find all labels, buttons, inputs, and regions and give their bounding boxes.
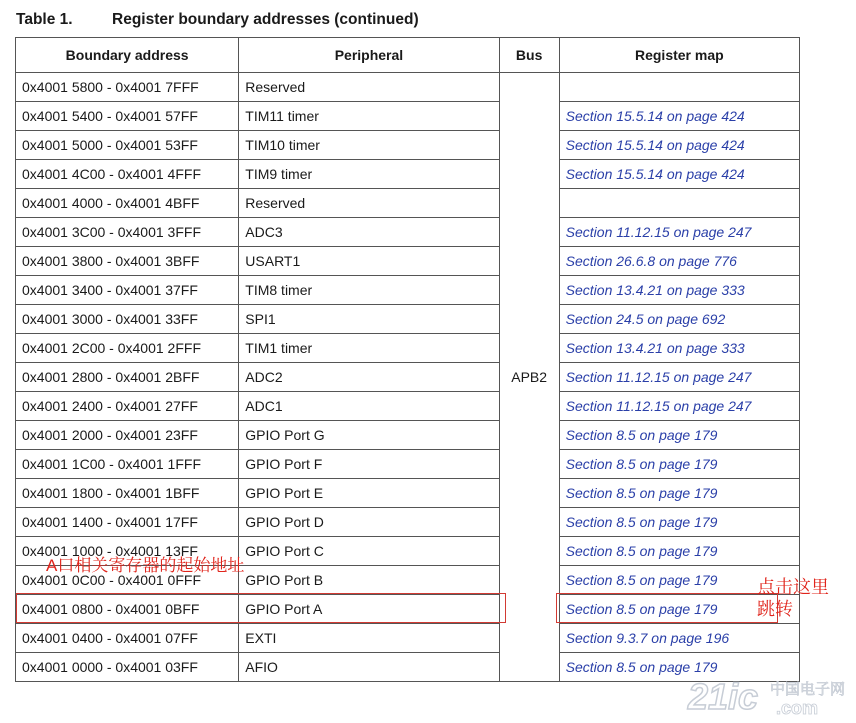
header-bus: Bus	[499, 38, 559, 73]
header-peripheral: Peripheral	[239, 38, 499, 73]
boundary-address-cell: 0x4001 3C00 - 0x4001 3FFF	[16, 218, 239, 247]
boundary-address-cell: 0x4001 4000 - 0x4001 4BFF	[16, 189, 239, 218]
register-map-link[interactable]: Section 13.4.21 on page 333	[559, 334, 799, 363]
watermark-logo-icon	[684, 672, 854, 718]
boundary-address-cell: 0x4001 5800 - 0x4001 7FFF	[16, 73, 239, 102]
header-boundary-address: Boundary address	[16, 38, 239, 73]
watermark-brand: 21ic	[688, 676, 759, 717]
table-row	[16, 392, 800, 421]
table-row	[16, 102, 800, 131]
register-map-link[interactable]: Section 11.12.15 on page 247	[559, 218, 799, 247]
port-a-annotation: A口相关寄存器的起始地址	[46, 556, 245, 575]
bus-cell: APB2	[499, 73, 559, 682]
click-jump-line1: 点击这里	[757, 577, 829, 597]
register-map-link[interactable]: Section 8.5 on page 179	[559, 537, 799, 566]
boundary-address-cell: 0x4001 0800 - 0x4001 0BFF	[16, 595, 239, 624]
boundary-address-cell: 0x4001 5000 - 0x4001 53FF	[16, 131, 239, 160]
watermark-domain: .com	[776, 698, 819, 718]
boundary-address-cell: 0x4001 1400 - 0x4001 17FF	[16, 508, 239, 537]
register-map-link[interactable]: Section 8.5 on page 179	[559, 479, 799, 508]
boundary-address-cell: 0x4001 0400 - 0x4001 07FF	[16, 624, 239, 653]
table-row	[16, 73, 800, 102]
header-register-map: Register map	[559, 38, 799, 73]
boundary-address-cell: 0x4001 0000 - 0x4001 03FF	[16, 653, 239, 682]
register-map-link[interactable]: Section 8.5 on page 179	[559, 421, 799, 450]
table-row	[16, 653, 800, 682]
boundary-address-cell: 0x4001 4C00 - 0x4001 4FFF	[16, 160, 239, 189]
table-header-row	[16, 38, 800, 73]
table-title: Register boundary addresses (continued)	[112, 11, 419, 28]
boundary-address-cell: 0x4001 3000 - 0x4001 33FF	[16, 305, 239, 334]
table-row	[16, 160, 800, 189]
register-map-link[interactable]: Section 9.3.7 on page 196	[559, 624, 799, 653]
register-map-link[interactable]: Section 15.5.14 on page 424	[559, 131, 799, 160]
peripheral-cell: GPIO Port D	[239, 508, 499, 537]
boundary-address-cell: 0x4001 2C00 - 0x4001 2FFF	[16, 334, 239, 363]
port-a-highlight-box	[16, 593, 506, 623]
register-map-link[interactable]: Section 8.5 on page 179	[559, 508, 799, 537]
table-row	[16, 363, 800, 392]
table-row	[16, 450, 800, 479]
table-row	[16, 247, 800, 276]
peripheral-cell: GPIO Port C	[239, 537, 499, 566]
table-body	[16, 73, 800, 682]
register-map-cell	[559, 73, 799, 102]
click-jump-annotation	[757, 576, 829, 620]
peripheral-cell: TIM1 timer	[239, 334, 499, 363]
peripheral-cell: USART1	[239, 247, 499, 276]
register-table	[15, 37, 800, 682]
register-map-link[interactable]: Section 15.5.14 on page 424	[559, 160, 799, 189]
table-row	[16, 508, 800, 537]
peripheral-cell: SPI1	[239, 305, 499, 334]
table-row	[16, 131, 800, 160]
table-row	[16, 189, 800, 218]
register-map-link[interactable]: Section 8.5 on page 179	[559, 653, 799, 682]
table-row	[16, 624, 800, 653]
boundary-address-cell: 0x4001 3800 - 0x4001 3BFF	[16, 247, 239, 276]
register-map-link[interactable]: Section 8.5 on page 179	[559, 566, 799, 595]
peripheral-cell: ADC2	[239, 363, 499, 392]
click-jump-line2: 跳转	[757, 599, 793, 619]
site-watermark	[684, 672, 854, 718]
table-row	[16, 334, 800, 363]
boundary-address-cell: 0x4001 1000 - 0x4001 13FF	[16, 537, 239, 566]
peripheral-cell: TIM11 timer	[239, 102, 499, 131]
peripheral-cell: Reserved	[239, 189, 499, 218]
table-row	[16, 218, 800, 247]
table-row	[16, 421, 800, 450]
table-caption	[16, 11, 419, 29]
peripheral-cell: GPIO Port G	[239, 421, 499, 450]
table-row	[16, 276, 800, 305]
peripheral-cell: ADC1	[239, 392, 499, 421]
table-row	[16, 305, 800, 334]
register-map-link[interactable]: Section 8.5 on page 179	[559, 450, 799, 479]
table-row	[16, 479, 800, 508]
peripheral-cell: TIM10 timer	[239, 131, 499, 160]
register-map-link[interactable]: Section 15.5.14 on page 424	[559, 102, 799, 131]
peripheral-cell: EXTI	[239, 624, 499, 653]
peripheral-cell: GPIO Port A	[239, 595, 499, 624]
boundary-address-cell: 0x4001 2000 - 0x4001 23FF	[16, 421, 239, 450]
peripheral-cell: GPIO Port B	[239, 566, 499, 595]
register-map-link[interactable]: Section 13.4.21 on page 333	[559, 276, 799, 305]
watermark-subtext: 中国电子网	[770, 680, 846, 698]
register-map-cell	[559, 189, 799, 218]
boundary-address-cell: 0x4001 5400 - 0x4001 57FF	[16, 102, 239, 131]
register-map-highlight-box	[556, 593, 778, 623]
boundary-address-cell: 0x4001 3400 - 0x4001 37FF	[16, 276, 239, 305]
boundary-address-cell: 0x4001 0C00 - 0x4001 0FFF	[16, 566, 239, 595]
peripheral-cell: Reserved	[239, 73, 499, 102]
register-map-link[interactable]: Section 8.5 on page 179	[559, 595, 799, 624]
peripheral-cell: AFIO	[239, 653, 499, 682]
table-number: Table 1.	[16, 11, 73, 28]
peripheral-cell: TIM8 timer	[239, 276, 499, 305]
boundary-address-cell: 0x4001 2800 - 0x4001 2BFF	[16, 363, 239, 392]
boundary-address-cell: 0x4001 2400 - 0x4001 27FF	[16, 392, 239, 421]
peripheral-cell: ADC3	[239, 218, 499, 247]
boundary-address-cell: 0x4001 1C00 - 0x4001 1FFF	[16, 450, 239, 479]
boundary-address-cell: 0x4001 1800 - 0x4001 1BFF	[16, 479, 239, 508]
register-map-link[interactable]: Section 11.12.15 on page 247	[559, 392, 799, 421]
register-map-link[interactable]: Section 26.6.8 on page 776	[559, 247, 799, 276]
peripheral-cell: GPIO Port F	[239, 450, 499, 479]
peripheral-cell: TIM9 timer	[239, 160, 499, 189]
peripheral-cell: GPIO Port E	[239, 479, 499, 508]
register-map-link[interactable]: Section 11.12.15 on page 247	[559, 363, 799, 392]
register-map-link[interactable]: Section 24.5 on page 692	[559, 305, 799, 334]
